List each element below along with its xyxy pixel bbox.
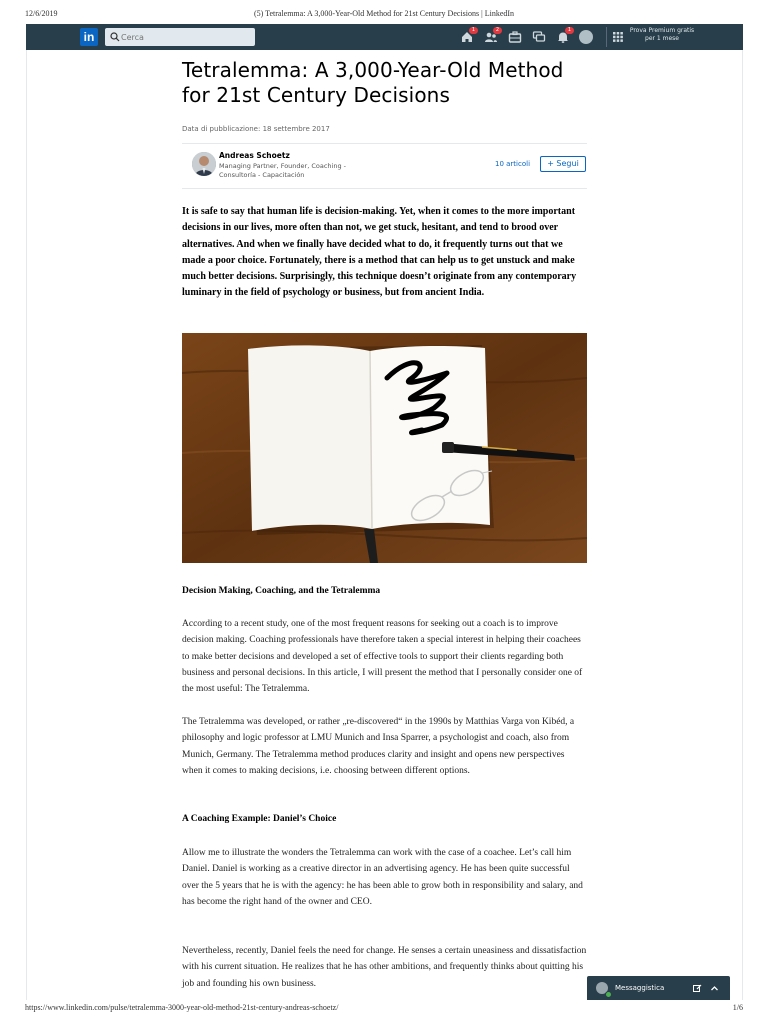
messaging-widget[interactable]	[587, 976, 730, 1000]
author-avatar[interactable]	[192, 152, 216, 176]
article-lead-paragraph: It is safe to say that human life is decision-making. Yet, when it comes to the more important decisions in our lives, more often than not, we get stuck, hesitant, and tend to brood over alternatives. And when we finally have decided what to do, it frequently turns out that we made a poor choice. Fortunately, there is a method that can help us to get unstuck and make much better decisions. Surprisingly, this technique doesn’t originate from any contemporary luminary in the field of psychology or business, but from ancient India.	[182, 206, 577, 299]
premium-trial-link[interactable]	[620, 27, 704, 43]
nav-home-icon[interactable]	[460, 27, 476, 44]
print-url: https://www.linkedin.com/pulse/tetralemma-3000-year-old-method-21st-century-andreas-schoetz/	[25, 1003, 339, 1012]
messaging-label: Messaggistica	[615, 984, 665, 992]
print-header	[0, 9, 768, 23]
article	[182, 58, 587, 989]
follow-button[interactable]: + Segui	[540, 156, 586, 172]
paragraph-1: According to a recent study, one of the most frequent reasons for seeking out a coach is to improve decision making. Coaching professionals have therefore taken a special interest in helping their coachees to make better decisions and developed a set of effective tools to support their clients regarding both business and personal decisions. In this article, I will present the method that I personally consider one of the most useful: The Tetralemma.	[182, 619, 583, 695]
paragraph-4: Nevertheless, recently, Daniel feels the need for change. He senses a certain uneasiness and dissatisfaction with his current situation. He realizes that he has other ambitions, and frequently thinks about quitting his job and founding his own business.	[182, 946, 587, 989]
nav-network-icon[interactable]	[484, 27, 500, 44]
print-footer	[0, 1003, 768, 1017]
search-icon	[110, 32, 120, 42]
paragraph-3: Allow me to illustrate the wonders the Tetralemma can work with the case of a coachee. Let’s call him Daniel. Daniel is working as a creative director in an advertising agency. He has been quite successful over the 5 years that he is with the agency: he has been able to grow both in responsibility and salary, and has become the right hand of the owner and CEO.	[182, 848, 583, 907]
top-nav-bar	[26, 24, 743, 50]
online-status-dot	[605, 991, 612, 998]
author-headline: Managing Partner, Founder, Coaching - Consultoría - Capacitación	[219, 162, 347, 179]
nav-notifications-icon[interactable]	[556, 27, 572, 44]
profile-avatar[interactable]	[579, 30, 593, 44]
section-heading-coaching-example: A Coaching Example: Daniel’s Choice	[182, 814, 337, 824]
compose-icon[interactable]	[693, 984, 702, 993]
search-box[interactable]	[105, 28, 255, 46]
publication-date: Data di pubblicazione: 18 settembre 2017	[182, 125, 330, 133]
article-cover-image	[182, 333, 587, 563]
author-card	[182, 143, 587, 189]
premium-line-1: Prova Premium gratis	[629, 27, 695, 34]
linkedin-logo[interactable]: in	[80, 28, 98, 46]
author-article-count[interactable]: 10 articoli	[495, 160, 531, 168]
nav-messaging-icon[interactable]	[532, 30, 546, 44]
nav-divider	[606, 27, 607, 47]
nav-jobs-icon[interactable]	[508, 30, 522, 44]
network-badge: 2	[493, 27, 502, 34]
author-name[interactable]: Andreas Schoetz	[219, 151, 290, 160]
chevron-up-icon[interactable]	[710, 984, 719, 993]
section-heading-decision-making: Decision Making, Coaching, and the Tetralemma	[182, 586, 381, 596]
print-page-number: 1/6	[732, 1003, 743, 1012]
print-date: 12/6/2019	[25, 9, 58, 18]
search-input[interactable]	[121, 31, 249, 43]
print-document-title: (5) Tetralemma: A 3,000-Year-Old Method for 21st Century Decisions | LinkedIn	[253, 9, 515, 18]
notifications-badge: 1	[565, 27, 574, 34]
frame-left-border	[26, 50, 27, 1000]
frame-right-border	[742, 50, 743, 1000]
home-badge: 1	[469, 27, 478, 34]
paragraph-2: The Tetralemma was developed, or rather „re-discovered“ in the 1990s by Matthias Varga von Kibéd, a philosophy and logic professor at LMU Munich and Insa Sparrer, a psychologist and coach, also from Munich, Germany. The Tetralemma method produces clarity and insight and opens new perspectives when it comes to making decisions, i.e. choosing between different options.	[182, 717, 575, 776]
article-title: Tetralemma: A 3,000-Year-Old Method for 21st Century Decisions	[182, 58, 564, 107]
premium-line-2: per 1 mese	[645, 35, 679, 42]
